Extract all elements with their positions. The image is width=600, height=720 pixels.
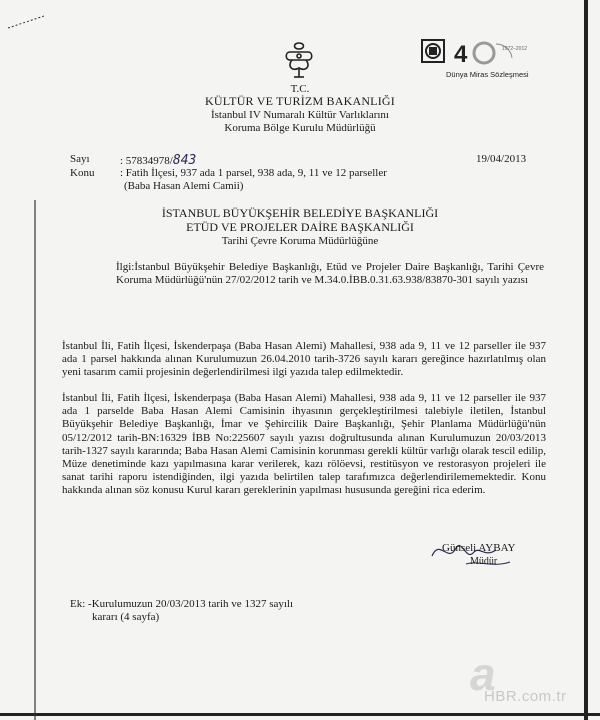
attachment-line1: Ek: -Kurulumuzun 20/03/2013 tarih ve 1327 sayılı bbox=[70, 598, 294, 610]
header-tc: T.C. bbox=[290, 83, 310, 95]
scan-border-left bbox=[34, 200, 36, 720]
signature-scribble-icon bbox=[426, 534, 522, 574]
scan-border-right bbox=[584, 0, 588, 720]
addressee-line1: İSTANBUL BÜYÜKŞEHİR BELEDİYE BAŞKANLIĞI bbox=[161, 206, 439, 220]
body-paragraph-1: İstanbul İli, Fatih İlçesi, İskenderpaşa (Baba Hasan Alemi) Mahallesi, 938 ada 9, 11 ve 12 parseller ile 937 ada 1 parsel hakkında alınan Kurulumuzun 26.04.2010 tarih-3726 sayılı kararı gereğince hazırlatılmış olan yeni tasarım camii projesinin değerlendirilmesi ilgi yazıda talep edilmektedir. bbox=[62, 340, 546, 379]
header-ministry: KÜLTÜR VE TURİZM BAKANLIĞI bbox=[205, 94, 395, 108]
body-paragraph-2: İstanbul İli, Fatih İlçesi, İskenderpaşa (Baba Hasan Alemi) Mahallesi, 938 ada 9, 11 ve 12 parseller ile 937 ada 1 parselde Baba Hasan Alemi Camisinin ihyasının gerçekleştirilmesi talebiyle iletilen, İstanbul Büyükşehir Belediye Başkanlığı, İmar ve Şehircilik Daire Başkanlığı, Şehir Planlama Müdürlüğü'nün 05/12/2012 tarih-BN:16329 İBB No:225607 sayılı yazısı doğrultusunda alınan Kurulumuzun 20/03/2013 tarih-1327 sayılı kararında; Baba Hasan Alemi Camisinin korunması gerekli kültür varlığı olarak tescil edilip, Müze denetiminde kazı yapılmasına karar verilerek, kazı rölöevsi, restitüsyon ve restorasyon projeleri ile sanat tarihi raporu istendiğinden, ilgi yazıda belirtilen talep tarafımızca değerlendirilememektedir. Konu hakkında alınan söz konusu Kurul kararı gereklerinin yapılması hususunda gereğini rica ederim. bbox=[62, 392, 546, 497]
addressee-line3: Tarihi Çevre Koruma Müdürlüğüne bbox=[221, 235, 379, 247]
scan-mark-icon bbox=[6, 10, 46, 32]
sayi-number: : 57834978/ bbox=[120, 155, 173, 167]
sayi-label: Sayı bbox=[70, 153, 90, 165]
konu-line1: : Fatih İlçesi, 937 ada 1 parsel, 938 ada, 9, 11 ve 12 parseller bbox=[120, 167, 387, 179]
ilgi-reference: İlgi:İstanbul Büyükşehir Belediye Başkanlığı, Etüd ve Projeler Daire Başkanlığı, Tarihi Çevre Koruma Müdürlüğü'nün 27/02/2012 tarih ve M.34.0.İBB.0.31.63.938/83870-301 sayılı yazısı bbox=[116, 261, 544, 287]
konu-label: Konu bbox=[70, 167, 95, 179]
document-date: 19/04/2013 bbox=[476, 153, 527, 165]
unesco-caption: Dünya Miras Sözleşmesi bbox=[446, 70, 529, 79]
attachment-line2: kararı (4 sayfa) bbox=[92, 611, 160, 623]
signatory-title: Müdür bbox=[470, 556, 498, 567]
sayi-handwritten: 843 bbox=[172, 153, 197, 168]
svg-text:a: a bbox=[470, 650, 496, 700]
svg-text:4: 4 bbox=[454, 41, 468, 68]
signatory-name: Günseli AYBAY bbox=[442, 542, 516, 554]
hbr-watermark-text: HBR.com.tr bbox=[484, 688, 567, 705]
sayi-value bbox=[120, 153, 196, 168]
header-koruma: Koruma Bölge Kurulu Müdürlüğü bbox=[224, 122, 376, 134]
svg-text:1972–2012: 1972–2012 bbox=[502, 46, 528, 52]
addressee-line2: ETÜD VE PROJELER DAİRE BAŞKANLIĞI bbox=[186, 220, 414, 234]
ministry-emblem-icon bbox=[282, 40, 316, 80]
konu-line2: (Baba Hasan Alemi Camii) bbox=[124, 180, 244, 192]
header-board: İstanbul IV Numaralı Kültür Varlıklarını bbox=[210, 109, 389, 121]
